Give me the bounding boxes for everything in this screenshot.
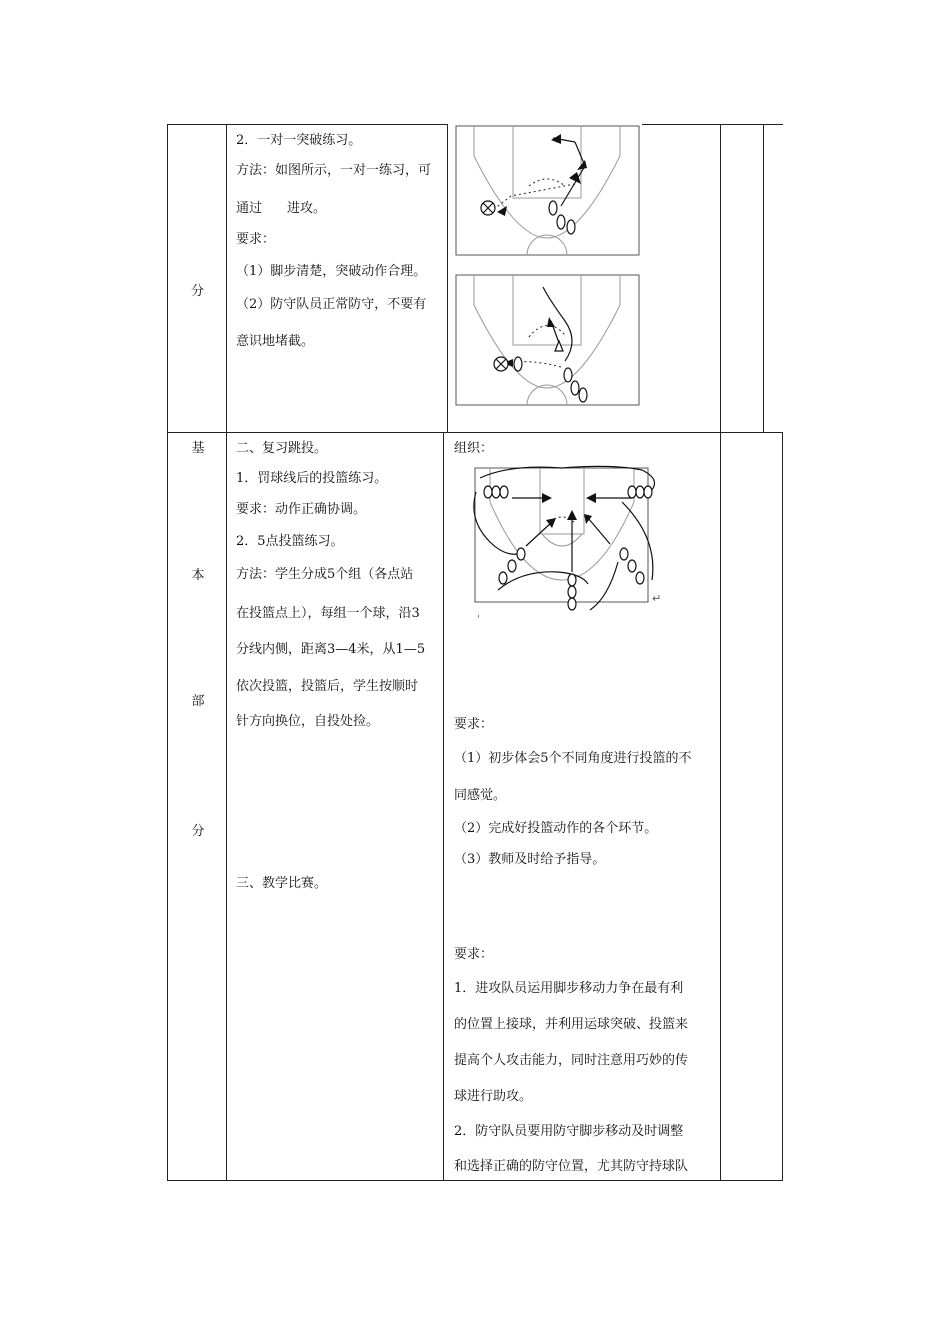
col-border-2b	[443, 432, 444, 1181]
item-free-throw-practice: 1．罚球线后的投篮练习。	[236, 471, 388, 486]
court-diagram-five-spot	[462, 462, 682, 625]
requirement-2-line1: （2）防守队员正常防守，不要有	[236, 297, 427, 312]
free-throw-dashed-arc	[529, 179, 565, 186]
org-requirement-line: 同感觉。	[454, 788, 507, 803]
player-marker	[484, 486, 492, 498]
org-requirement-line: （2）完成好投篮动作的各个环节。	[454, 821, 658, 836]
section-label-ji: 基	[191, 441, 205, 456]
heading-review-jump-shot: 二、复习跳投。	[236, 441, 328, 456]
col-border-left	[167, 124, 168, 1181]
method-line: 在投篮点上），每组一个球，沿3	[236, 606, 420, 621]
three-point-arc	[474, 126, 620, 238]
player-marker	[549, 201, 557, 215]
shot-arrow-wing-right	[588, 518, 610, 544]
col-border-1	[226, 124, 227, 1181]
method-line: 分线内侧，距离3—4米，从1—5	[236, 642, 426, 657]
arrowhead	[584, 514, 592, 524]
defender-triangle	[555, 341, 563, 351]
free-throw-lane	[513, 126, 581, 198]
game-requirement-line: 和选择正确的防守位置，尤其防守持球队	[454, 1159, 689, 1174]
free-throw-arc	[542, 534, 582, 546]
method-line: 依次投篮，投篮后，学生按顺时	[236, 679, 419, 694]
player-marker	[568, 586, 576, 598]
game-requirement-line: 2．防守队员要用防守脚步移动及时调整	[454, 1124, 684, 1139]
pass-dotted-line	[493, 184, 575, 210]
player-marker	[492, 486, 500, 498]
player-marker	[644, 486, 652, 498]
arrowhead	[497, 206, 507, 216]
requirement-1: （1）脚步清楚，突破动作合理。	[236, 264, 427, 279]
item1-requirement: 要求：动作正确协调。	[236, 502, 367, 517]
court-boundary	[456, 126, 639, 255]
section-label-fen2: 分	[191, 824, 205, 839]
method-line-2b: 进攻。	[287, 201, 327, 216]
game-requirement-line: 提高个人攻击能力，同时注意用巧妙的传	[454, 1053, 689, 1068]
player-marker	[568, 574, 576, 586]
table-bottom-border	[167, 1180, 783, 1181]
player-marker	[564, 368, 572, 382]
method-line: 方法：学生分成5个组（各点站	[236, 567, 414, 582]
col-border-3	[720, 124, 721, 1181]
player-marker	[628, 560, 636, 572]
requirement-label-3: 要求：	[454, 947, 494, 962]
player-marker	[568, 598, 576, 610]
player-marker	[571, 381, 579, 395]
player-marker	[579, 388, 587, 402]
section-label-bu: 部	[191, 694, 205, 709]
arrowhead	[542, 493, 552, 503]
item-five-spot-shooting: 2．5点投篮练习。	[236, 534, 344, 549]
player-marker	[620, 548, 628, 560]
col-border-right	[782, 432, 783, 1181]
org-requirement-line: （3）教师及时给予指导。	[454, 852, 606, 867]
drill-title: 2．一对一突破练习。	[236, 133, 362, 148]
return-mark: ↵	[652, 592, 662, 605]
player-marker	[567, 220, 575, 234]
game-requirement-line: 的位置上接球，并利用运球突破、投篮来	[454, 1017, 689, 1032]
method-line: 针方向换位，自投处捡。	[236, 714, 380, 729]
organization-label: 组织：	[454, 441, 494, 456]
player-marker	[628, 486, 636, 498]
rotation-path-left	[474, 492, 518, 554]
method-line-2a: 通过	[236, 201, 263, 216]
free-throw-dashed-arc	[529, 325, 565, 337]
rotation-path-bottom-right	[590, 562, 618, 610]
requirement-label-2: 要求：	[454, 717, 494, 732]
arrowhead	[551, 134, 561, 144]
player-marker	[636, 486, 644, 498]
player-marker	[514, 357, 522, 371]
small-mark: '	[477, 614, 480, 625]
requirement-2-line2: 意识地堵截。	[236, 334, 315, 349]
arrowhead	[577, 160, 587, 170]
table-top-border	[167, 124, 448, 125]
free-throw-lane	[540, 468, 584, 534]
player-marker	[499, 572, 507, 584]
org-requirement-line: （1）初步体会5个不同角度进行投篮的不	[454, 751, 692, 766]
player-marker	[557, 215, 565, 229]
section-label-fen: 分	[191, 284, 205, 299]
col-border-2a	[447, 124, 448, 432]
game-requirement-line: 球进行助攻。	[454, 1089, 533, 1104]
player-marker	[508, 560, 516, 572]
game-requirement-line: 1．进攻队员运用脚步移动力争在最有利	[454, 981, 684, 996]
three-point-arc	[474, 275, 620, 388]
player-marker	[636, 572, 644, 584]
arrowhead	[586, 493, 596, 503]
table-top-border-right	[642, 124, 783, 125]
player-marker	[517, 548, 525, 560]
requirement-label: 要求：	[236, 232, 276, 247]
col-border-4a	[763, 124, 764, 432]
row-divider	[167, 432, 783, 433]
court-diagram-breakthrough-2	[455, 275, 641, 407]
player-marker	[500, 486, 508, 498]
method-line-1: 方法：如图所示，一对一练习，可	[236, 163, 432, 178]
arrowhead	[567, 510, 577, 520]
arrowhead	[547, 317, 555, 327]
court-diagram-breakthrough-1	[455, 126, 641, 257]
heading-teaching-game: 三、教学比赛。	[236, 876, 328, 891]
section-label-ben: 本	[191, 568, 205, 583]
